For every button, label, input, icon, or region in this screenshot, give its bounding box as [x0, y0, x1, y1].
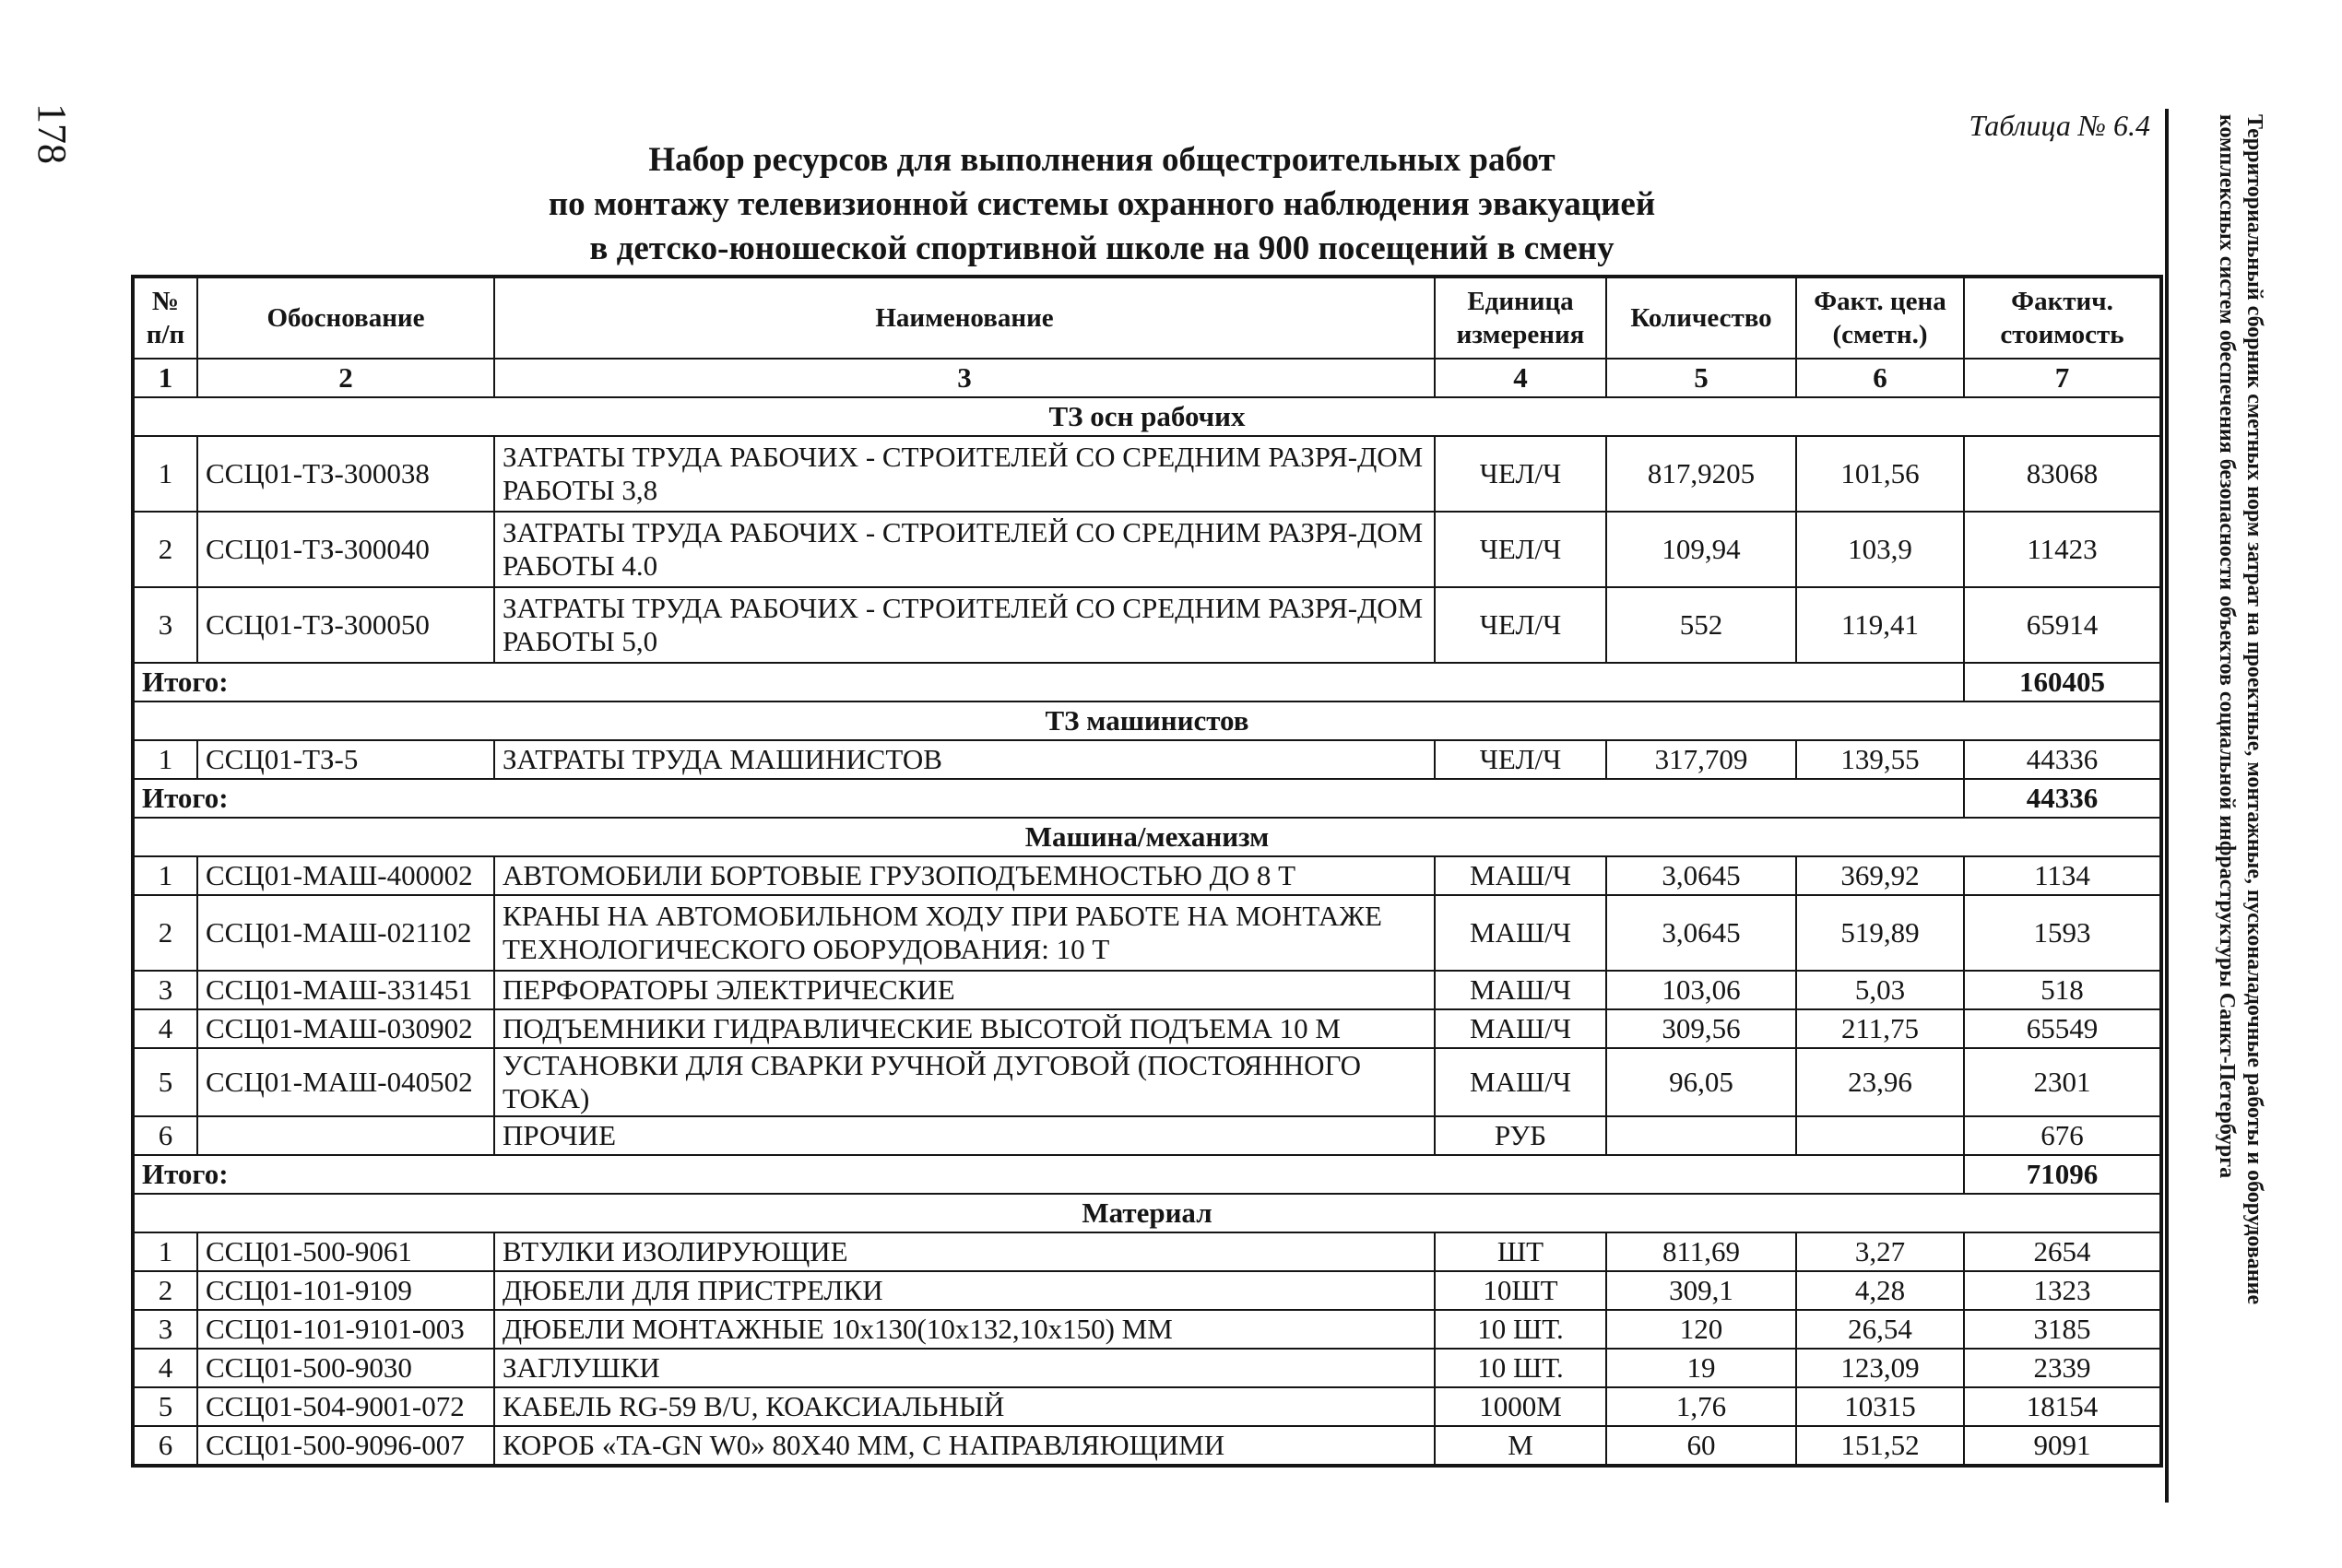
row-cost: 518 — [1964, 971, 2161, 1009]
row-basis-code: ССЦ01-ТЗ-300040 — [197, 512, 494, 587]
header-row — [133, 277, 2161, 359]
row-basis-code: ССЦ01-101-9101-003 — [197, 1310, 494, 1349]
row-name: КАБЕЛЬ RG-59 B/U, КОАКСИАЛЬНЫЙ — [494, 1387, 1435, 1426]
row-name: УСТАНОВКИ ДЛЯ СВАРКИ РУЧНОЙ ДУГОВОЙ (ПОСТОЯННОГО ТОКА) — [494, 1048, 1435, 1116]
total-value: 160405 — [1964, 663, 2161, 701]
row-quantity: 3,0645 — [1606, 856, 1796, 895]
column-number: 5 — [1606, 359, 1796, 397]
row-cost: 11423 — [1964, 512, 2161, 587]
header-qty: Количество — [1606, 277, 1796, 359]
header-name: Наименование — [494, 277, 1435, 359]
row-price: 3,27 — [1796, 1232, 1964, 1271]
table-row — [133, 1349, 2161, 1387]
row-cost: 1593 — [1964, 895, 2161, 971]
row-cost: 65549 — [1964, 1009, 2161, 1048]
resource-table — [131, 275, 2163, 1468]
section-header-row — [133, 397, 2161, 436]
row-unit: МАШ/Ч — [1435, 1009, 1606, 1048]
row-unit: 1000М — [1435, 1387, 1606, 1426]
title-line: Набор ресурсов для выполнения общестроительных работ — [648, 141, 1555, 179]
total-value: 44336 — [1964, 779, 2161, 818]
row-unit: ЧЕЛ/Ч — [1435, 587, 1606, 663]
section-header-row — [133, 1194, 2161, 1232]
section-title: Материал — [133, 1194, 2161, 1232]
table-row — [133, 971, 2161, 1009]
row-basis-code: ССЦ01-МАШ-400002 — [197, 856, 494, 895]
row-number: 1 — [133, 1232, 197, 1271]
column-number: 1 — [133, 359, 197, 397]
row-cost: 44336 — [1964, 740, 2161, 779]
row-cost: 3185 — [1964, 1310, 2161, 1349]
row-number: 2 — [133, 1271, 197, 1310]
side-caption-line: Территориальный сборник сметных норм затрат на проектные, монтажные, пусконаладочные работы и оборудование — [2242, 114, 2266, 1305]
section-header-row — [133, 701, 2161, 740]
row-unit: ЧЕЛ/Ч — [1435, 740, 1606, 779]
row-cost: 9091 — [1964, 1426, 2161, 1466]
row-price: 10315 — [1796, 1387, 1964, 1426]
row-price: 123,09 — [1796, 1349, 1964, 1387]
row-number: 2 — [133, 512, 197, 587]
row-cost: 2339 — [1964, 1349, 2161, 1387]
row-cost: 1134 — [1964, 856, 2161, 895]
table-row — [133, 895, 2161, 971]
total-label: Итого: — [133, 1155, 1964, 1194]
row-basis-code: ССЦ01-МАШ-030902 — [197, 1009, 494, 1048]
row-number: 1 — [133, 740, 197, 779]
column-number: 2 — [197, 359, 494, 397]
table-row — [133, 436, 2161, 512]
row-name: ПРОЧИЕ — [494, 1116, 1435, 1155]
row-basis-code — [197, 1116, 494, 1155]
row-quantity: 96,05 — [1606, 1048, 1796, 1116]
row-unit: ЧЕЛ/Ч — [1435, 436, 1606, 512]
row-basis-code: ССЦ01-ТЗ-300038 — [197, 436, 494, 512]
row-number: 3 — [133, 587, 197, 663]
row-price: 103,9 — [1796, 512, 1964, 587]
table-row — [133, 1387, 2161, 1426]
row-number: 4 — [133, 1349, 197, 1387]
row-quantity: 3,0645 — [1606, 895, 1796, 971]
total-value: 71096 — [1964, 1155, 2161, 1194]
side-rule — [2165, 109, 2169, 1503]
row-basis-code: ССЦ01-МАШ-040502 — [197, 1048, 494, 1116]
row-cost: 18154 — [1964, 1387, 2161, 1426]
row-number: 1 — [133, 436, 197, 512]
row-quantity: 109,94 — [1606, 512, 1796, 587]
table-row — [133, 856, 2161, 895]
row-number: 5 — [133, 1387, 197, 1426]
row-basis-code: ССЦ01-504-9001-072 — [197, 1387, 494, 1426]
row-price: 139,55 — [1796, 740, 1964, 779]
table-row — [133, 1426, 2161, 1466]
total-row — [133, 1155, 2161, 1194]
row-cost: 1323 — [1964, 1271, 2161, 1310]
row-unit: РУБ — [1435, 1116, 1606, 1155]
row-basis-code: ССЦ01-500-9030 — [197, 1349, 494, 1387]
table-row — [133, 1310, 2161, 1349]
row-number: 1 — [133, 856, 197, 895]
row-number: 5 — [133, 1048, 197, 1116]
row-price: 101,56 — [1796, 436, 1964, 512]
row-quantity: 309,1 — [1606, 1271, 1796, 1310]
row-cost: 83068 — [1964, 436, 2161, 512]
row-price — [1796, 1116, 1964, 1155]
table-row — [133, 587, 2161, 663]
section-header-row — [133, 818, 2161, 856]
table-row — [133, 1048, 2161, 1116]
column-number: 4 — [1435, 359, 1606, 397]
total-row — [133, 663, 2161, 701]
table-body — [133, 397, 2161, 1466]
row-number: 2 — [133, 895, 197, 971]
row-quantity: 120 — [1606, 1310, 1796, 1349]
row-name: ЗАТРАТЫ ТРУДА РАБОЧИХ - СТРОИТЕЛЕЙ СО СРЕДНИМ РАЗРЯ-ДОМ РАБОТЫ 5,0 — [494, 587, 1435, 663]
row-price: 519,89 — [1796, 895, 1964, 971]
title-line: по монтажу телевизионной системы охранного наблюдения эвакуацией — [548, 185, 1656, 223]
row-name: ДЮБЕЛИ ДЛЯ ПРИСТРЕЛКИ — [494, 1271, 1435, 1310]
row-price: 369,92 — [1796, 856, 1964, 895]
header-price: Факт. цена (сметн.) — [1796, 277, 1964, 359]
row-unit: ШТ — [1435, 1232, 1606, 1271]
row-number: 3 — [133, 971, 197, 1009]
table-title — [461, 138, 1743, 271]
row-price: 4,28 — [1796, 1271, 1964, 1310]
row-name: АВТОМОБИЛИ БОРТОВЫЕ ГРУЗОПОДЪЕМНОСТЬЮ ДО 8 Т — [494, 856, 1435, 895]
row-quantity: 811,69 — [1606, 1232, 1796, 1271]
row-price: 151,52 — [1796, 1426, 1964, 1466]
row-unit: МАШ/Ч — [1435, 856, 1606, 895]
row-quantity: 309,56 — [1606, 1009, 1796, 1048]
title-line: в детско-юношеской спортивной школе на 900 посещений в смену — [589, 230, 1615, 267]
row-number: 3 — [133, 1310, 197, 1349]
row-name: ПЕРФОРАТОРЫ ЭЛЕКТРИЧЕСКИЕ — [494, 971, 1435, 1009]
row-basis-code: ССЦ01-500-9096-007 — [197, 1426, 494, 1466]
row-unit: МАШ/Ч — [1435, 971, 1606, 1009]
row-name: КРАНЫ НА АВТОМОБИЛЬНОМ ХОДУ ПРИ РАБОТЕ НА МОНТАЖЕ ТЕХНОЛОГИЧЕСКОГО ОБОРУДОВАНИЯ: 10 Т — [494, 895, 1435, 971]
table-row — [133, 512, 2161, 587]
row-number: 6 — [133, 1426, 197, 1466]
row-price: 26,54 — [1796, 1310, 1964, 1349]
row-quantity — [1606, 1116, 1796, 1155]
row-cost: 2301 — [1964, 1048, 2161, 1116]
total-label: Итого: — [133, 779, 1964, 818]
row-basis-code: ССЦ01-101-9109 — [197, 1271, 494, 1310]
row-cost: 2654 — [1964, 1232, 2161, 1271]
column-number: 6 — [1796, 359, 1964, 397]
header-basis: Обоснование — [197, 277, 494, 359]
row-quantity: 19 — [1606, 1349, 1796, 1387]
table-row — [133, 740, 2161, 779]
row-quantity: 552 — [1606, 587, 1796, 663]
section-title: Машина/механизм — [133, 818, 2161, 856]
table-row — [133, 1271, 2161, 1310]
row-number: 6 — [133, 1116, 197, 1155]
table-row — [133, 1009, 2161, 1048]
row-basis-code: ССЦ01-ТЗ-5 — [197, 740, 494, 779]
row-unit: МАШ/Ч — [1435, 1048, 1606, 1116]
header-unit: Единица измерения — [1435, 277, 1606, 359]
row-price: 119,41 — [1796, 587, 1964, 663]
header-num: № п/п — [133, 277, 197, 359]
total-row — [133, 779, 2161, 818]
section-title: ТЗ осн рабочих — [133, 397, 2161, 436]
row-price: 23,96 — [1796, 1048, 1964, 1116]
row-name: ЗАГЛУШКИ — [494, 1349, 1435, 1387]
row-cost: 65914 — [1964, 587, 2161, 663]
table-row — [133, 1232, 2161, 1271]
row-unit: 10ШТ — [1435, 1271, 1606, 1310]
header-cost: Фактич. стоимость — [1964, 277, 2161, 359]
row-quantity: 317,709 — [1606, 740, 1796, 779]
row-name: ЗАТРАТЫ ТРУДА РАБОЧИХ - СТРОИТЕЛЕЙ СО СРЕДНИМ РАЗРЯ-ДОМ РАБОТЫ 4.0 — [494, 512, 1435, 587]
row-quantity: 817,9205 — [1606, 436, 1796, 512]
row-name: ЗАТРАТЫ ТРУДА МАШИНИСТОВ — [494, 740, 1435, 779]
row-name: КОРОБ «TA-GN W0» 80X40 ММ, С НАПРАВЛЯЮЩИМИ — [494, 1426, 1435, 1466]
row-unit: 10 ШТ. — [1435, 1310, 1606, 1349]
section-title: ТЗ машинистов — [133, 701, 2161, 740]
column-number: 7 — [1964, 359, 2161, 397]
column-number-row — [133, 359, 2161, 397]
row-cost: 676 — [1964, 1116, 2161, 1155]
row-price: 211,75 — [1796, 1009, 1964, 1048]
page-number: 178 — [30, 103, 75, 164]
total-label: Итого: — [133, 663, 1964, 701]
row-unit: МАШ/Ч — [1435, 895, 1606, 971]
row-basis-code: ССЦ01-МАШ-021102 — [197, 895, 494, 971]
side-caption — [2213, 114, 2268, 1304]
row-basis-code: ССЦ01-500-9061 — [197, 1232, 494, 1271]
table-label: Таблица № 6.4 — [1969, 109, 2150, 142]
row-basis-code: ССЦ01-МАШ-331451 — [197, 971, 494, 1009]
side-caption-line: комплексных систем обеспечения безопасности объектов социальной инфраструктуры Санкт-Петербурга — [2215, 114, 2239, 1179]
table-row — [133, 1116, 2161, 1155]
row-unit: ЧЕЛ/Ч — [1435, 512, 1606, 587]
row-quantity: 60 — [1606, 1426, 1796, 1466]
column-number: 3 — [494, 359, 1435, 397]
row-unit: М — [1435, 1426, 1606, 1466]
row-number: 4 — [133, 1009, 197, 1048]
row-name: ПОДЪЕМНИКИ ГИДРАВЛИЧЕСКИЕ ВЫСОТОЙ ПОДЪЕМА 10 М — [494, 1009, 1435, 1048]
row-basis-code: ССЦ01-ТЗ-300050 — [197, 587, 494, 663]
row-quantity: 1,76 — [1606, 1387, 1796, 1426]
row-name: ВТУЛКИ ИЗОЛИРУЮЩИЕ — [494, 1232, 1435, 1271]
row-name: ДЮБЕЛИ МОНТАЖНЫЕ 10x130(10x132,10x150) ММ — [494, 1310, 1435, 1349]
row-quantity: 103,06 — [1606, 971, 1796, 1009]
row-price: 5,03 — [1796, 971, 1964, 1009]
row-unit: 10 ШТ. — [1435, 1349, 1606, 1387]
row-name: ЗАТРАТЫ ТРУДА РАБОЧИХ - СТРОИТЕЛЕЙ СО СРЕДНИМ РАЗРЯ-ДОМ РАБОТЫ 3,8 — [494, 436, 1435, 512]
